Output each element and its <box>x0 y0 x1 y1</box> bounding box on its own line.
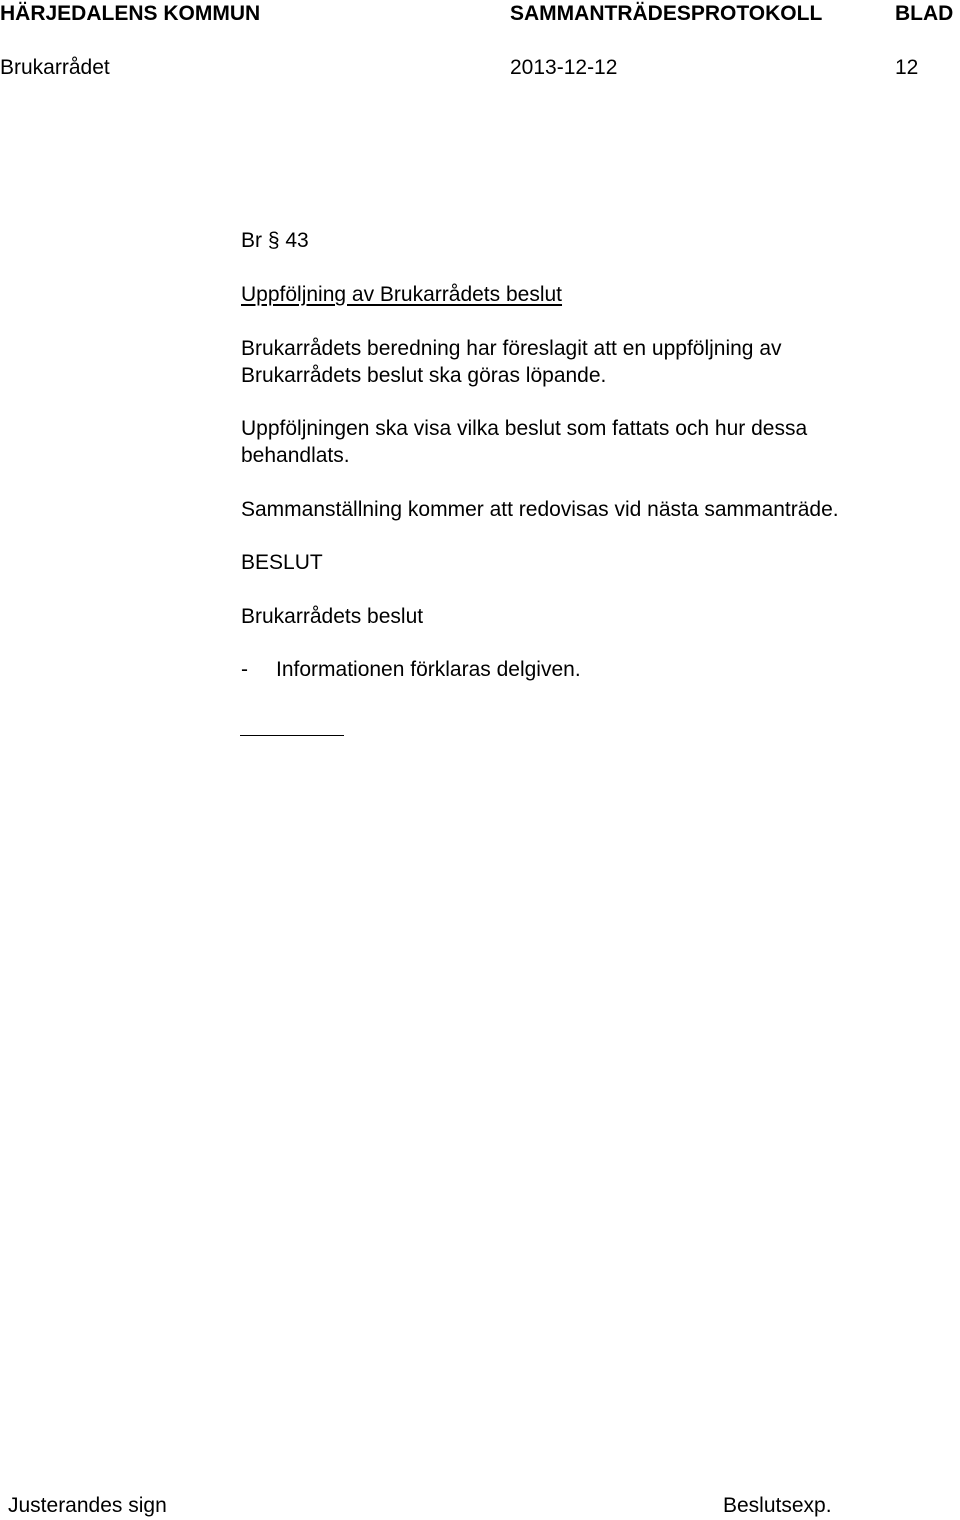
end-divider <box>240 735 344 736</box>
decision-extract-label: Beslutsexp. <box>723 1494 832 1517</box>
paragraph-2 <box>241 415 941 469</box>
item-title: Uppföljning av Brukarrådets beslut <box>241 283 563 306</box>
paragraph-2-line-1: Uppföljningen ska visa vilka beslut som fattats och hur dessa <box>241 417 808 440</box>
body-name: Brukarrådet <box>0 56 110 79</box>
decision-item: Informationen förklaras delgiven. <box>276 658 581 681</box>
decision-bullet-marker: - <box>241 658 248 681</box>
item-number: Br § 43 <box>241 229 309 252</box>
paragraph-1-line-1: Brukarrådets beredning har föreslagit att en uppföljning av <box>241 337 782 360</box>
page-number: 12 <box>895 56 919 79</box>
paragraph-1 <box>241 335 941 389</box>
document-type: SAMMANTRÄDESPROTOKOLL <box>510 2 823 25</box>
decision-heading: BESLUT <box>241 551 323 574</box>
paragraph-1-line-2: Brukarrådets beslut ska göras löpande. <box>241 364 607 387</box>
adjusters-sign-label: Justerandes sign <box>8 1494 167 1517</box>
decision-intro: Brukarrådets beslut <box>241 605 424 628</box>
municipality-name: HÄRJEDALENS KOMMUN <box>0 2 261 25</box>
sheet-label: BLAD <box>895 2 954 25</box>
meeting-date: 2013-12-12 <box>510 56 618 79</box>
paragraph-3: Sammanställning kommer att redovisas vid nästa sammanträde. <box>241 498 839 521</box>
paragraph-2-line-2: behandlats. <box>241 444 350 467</box>
